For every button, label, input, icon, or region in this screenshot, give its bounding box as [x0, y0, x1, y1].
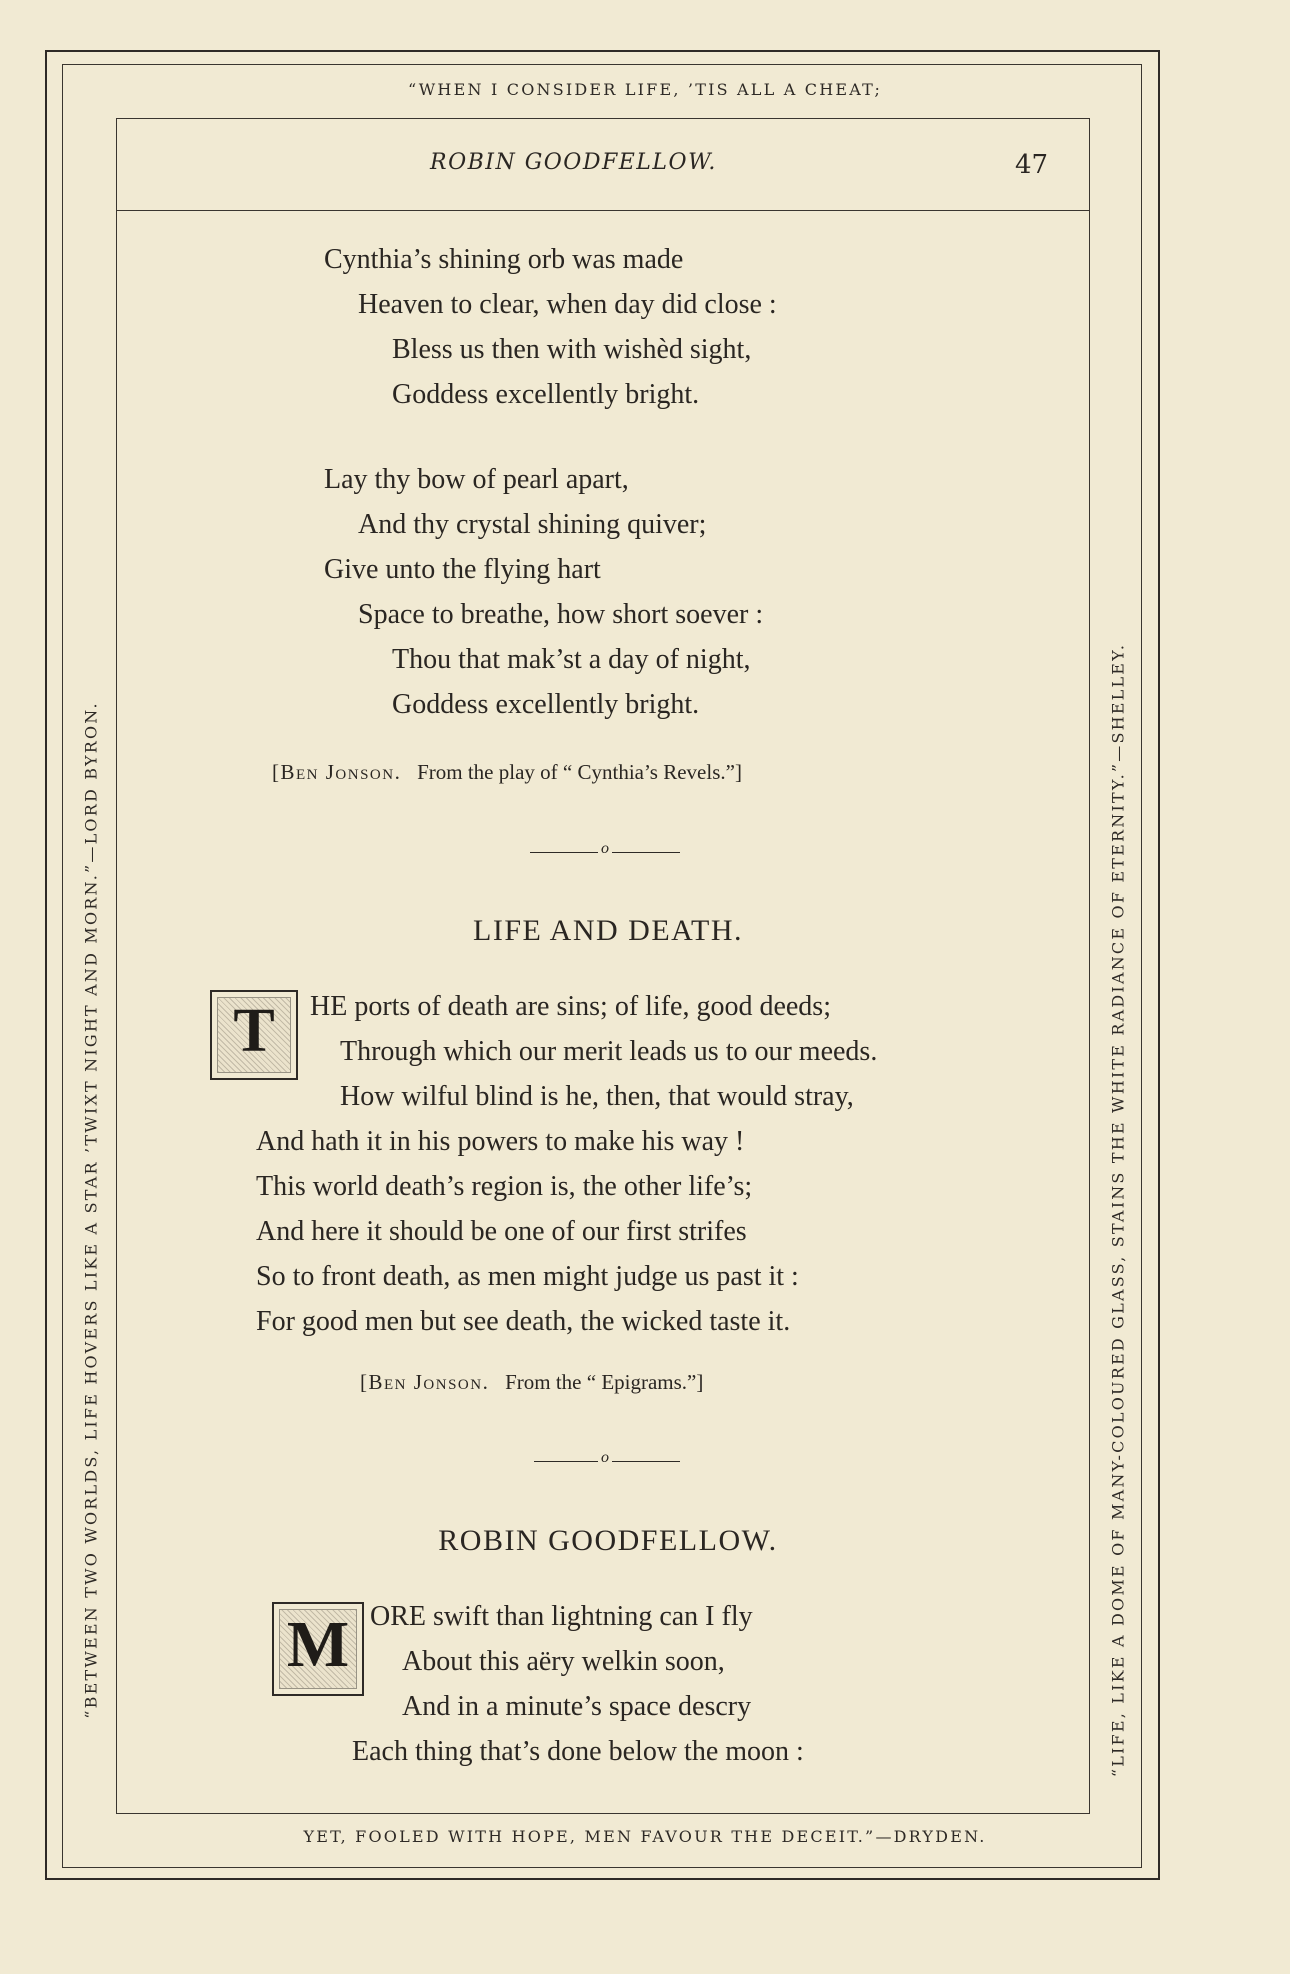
- verse-line: How wilful blind is he, then, that would stray,: [340, 1081, 854, 1112]
- verse-line: Goddess excellently bright.: [392, 689, 700, 720]
- poem-attribution: [360, 1370, 703, 1395]
- verse-line: Cynthia’s shining orb was made: [324, 244, 684, 275]
- separator-ornament: o: [598, 1449, 612, 1467]
- verse-line: About this aëry welkin soon,: [402, 1646, 725, 1677]
- top-border-quote: “WHEN I CONSIDER LIFE, ’TIS ALL A CHEAT;: [407, 80, 883, 99]
- drop-cap-letter: T: [212, 992, 296, 1078]
- verse-line: Give unto the flying hart: [324, 554, 601, 585]
- verse-line: For good men but see death, the wicked taste it.: [256, 1306, 791, 1337]
- verse-line: Space to breathe, how short soever :: [358, 599, 764, 630]
- separator-ornament: o: [598, 840, 612, 858]
- verse-line: Goddess excellently bright.: [392, 379, 700, 410]
- attribution-author: [Ben Jonson.: [272, 760, 402, 784]
- verse-line: HE ports of death are sins; of life, good deeds;: [310, 991, 831, 1022]
- verse-line: This world death’s region is, the other life’s;: [256, 1171, 753, 1202]
- drop-cap-ornament: [210, 990, 298, 1080]
- verse-line: Through which our merit leads us to our meeds.: [340, 1036, 878, 1067]
- verse-line: Each thing that’s done below the moon :: [352, 1736, 804, 1767]
- poem-title: LIFE AND DEATH.: [473, 914, 743, 947]
- left-border-quote: “BETWEEN TWO WORLDS, LIFE HOVERS LIKE A STAR ’TWIXT NIGHT AND MORN.”—LORD BYRON.: [81, 701, 101, 1719]
- verse-line: So to front death, as men might judge us past it :: [256, 1261, 799, 1292]
- header-rule: [116, 210, 1090, 211]
- verse-line: ORE swift than lightning can I fly: [370, 1601, 753, 1632]
- attribution-author: [Ben Jonson.: [360, 1370, 490, 1394]
- verse-line: And hath it in his powers to make his way !: [256, 1126, 745, 1157]
- drop-cap-ornament: [272, 1602, 364, 1696]
- verse-line: Lay thy bow of pearl apart,: [324, 464, 629, 495]
- verse-line: Thou that mak’st a day of night,: [392, 644, 751, 675]
- page-number: 47: [1015, 150, 1049, 180]
- verse-line: Heaven to clear, when day did close :: [358, 289, 777, 320]
- drop-cap-letter: M: [274, 1604, 362, 1694]
- poem-title: ROBIN GOODFELLOW.: [438, 1524, 778, 1557]
- poem-attribution: [272, 760, 742, 785]
- right-border-quote: “LIFE, LIKE A DOME OF MANY-COLOURED GLASS, STAINS THE WHITE RADIANCE OF ETERNITY.”—SHELLEY.: [1108, 642, 1128, 1778]
- attribution-source: From the “ Epigrams.”]: [505, 1370, 704, 1394]
- verse-line: And thy crystal shining quiver;: [358, 509, 707, 540]
- running-title: ROBIN GOODFELLOW.: [430, 150, 717, 175]
- bottom-border-quote: YET, FOOLED WITH HOPE, MEN FAVOUR THE DECEIT.”—DRYDEN.: [303, 1827, 987, 1846]
- verse-line: Bless us then with wishèd sight,: [392, 334, 752, 365]
- verse-line: And in a minute’s space descry: [402, 1691, 752, 1722]
- attribution-source: From the play of “ Cynthia’s Revels.”]: [417, 760, 742, 784]
- verse-line: And here it should be one of our first strifes: [256, 1216, 747, 1247]
